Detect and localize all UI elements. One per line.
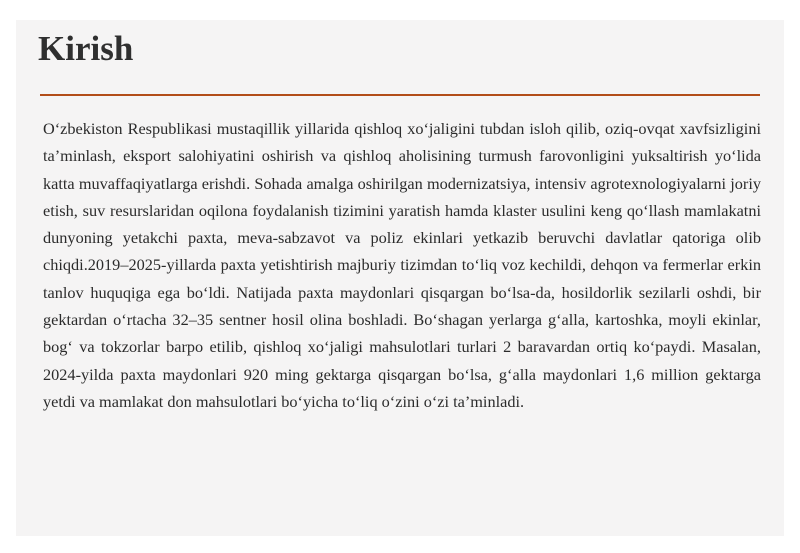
title-divider (40, 94, 760, 96)
document-card (16, 20, 784, 536)
page-title: Kirish (38, 29, 134, 68)
body-paragraph: O‘zbekiston Respublikasi mustaqillik yillarida qishloq xo‘jaligini tubdan isloh qilib, oziq-ovqat xavfsizligini ta’minlash, eksport salohiyatini oshirish va qishloq aholisining turmush farovonligini yuksaltirish yo‘lida katta muvaffaqiyatlarga erishdi. Sohada amalga oshirilgan modernizatsiya, intensiv agrotexnologiyalarni joriy etish, suv resurslaridan oqilona foydalanish tizimini yaratish hamda klaster usulini keng qo‘llash mamlakatni dunyoning yetakchi paxta, meva-sabzavot va poliz ekinlari yetkazib beruvchi davlatlar qatoriga olib chiqdi.2019–2025-yillarda paxta yetishtirish majburiy tizimdan to‘liq voz kechildi, dehqon va fermerlar erkin tanlov huquqiga ega bo‘ldi. Natijada paxta maydonlari qisqargan bo‘lsa-da, hosildorlik sezilarli oshdi, bir gektardan o‘rtacha 32–35 sentner hosil olina boshladi. Bo‘shagan yerlarga g‘alla, kartoshka, moyli ekinlar, bog‘ va tokzorlar barpo etilib, qishloq xo‘jaligi mahsulotlari turlari 2 baravardan ortiq ko‘paydi. Masalan, 2024-yilda paxta maydonlari 920 ming gektarga qisqargan bo‘lsa, g‘alla maydonlari 1,6 million gektarga yetdi va mamlakat don mahsulotlari bo‘yicha to‘liq o‘zini o‘zi ta’minladi. (43, 119, 761, 411)
